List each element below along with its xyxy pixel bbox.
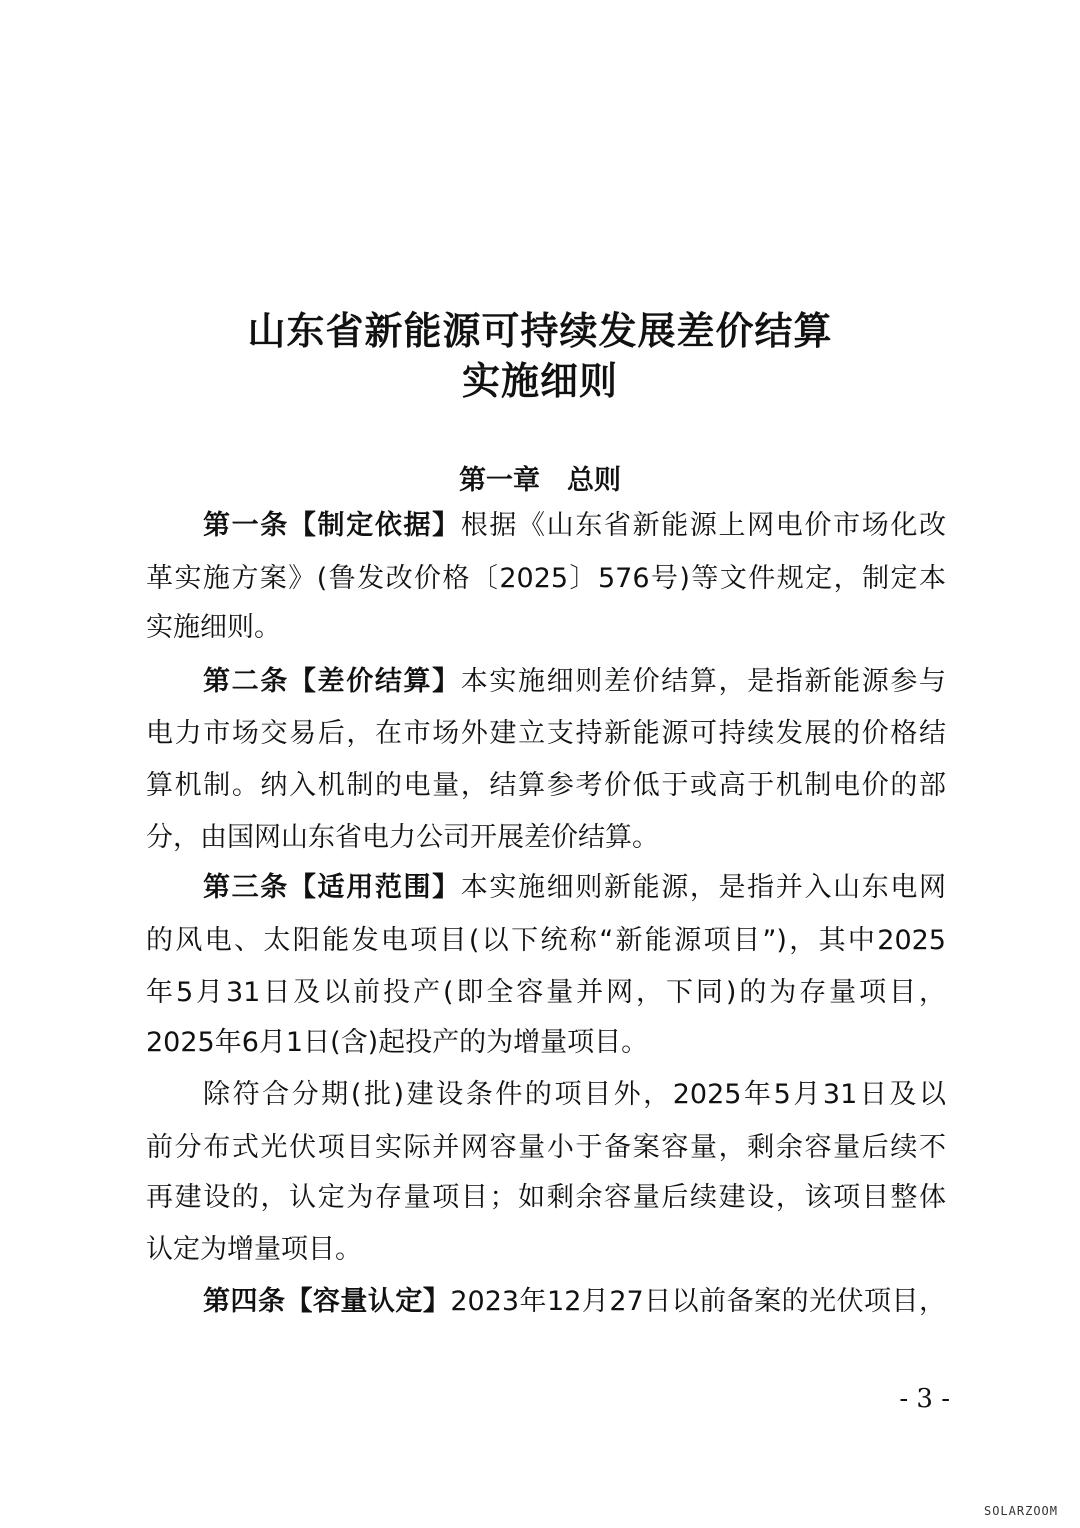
title-line-1: 山东省新能源可持续发展差价结算: [247, 308, 833, 353]
article-heading: 第三条【适用范围】: [203, 872, 461, 903]
article-line: 电力市场交易后，在市场外建立支持新能源可持续发展的价格结: [146, 718, 946, 749]
article-line: 除符合分期(批)建设条件的项目外，2025年5月31日及以: [203, 1079, 946, 1110]
article-line: 第二条【差价结算】本实施细则差价结算，是指新能源参与: [203, 666, 947, 697]
article-line: 算机制。纳入机制的电量，结算参考价低于或高于机制电价的部: [146, 770, 946, 801]
article-line: 认定为增量项目。: [146, 1234, 362, 1265]
article-heading: 第二条【差价结算】: [203, 666, 461, 697]
article-line: 前分布式光伏项目实际并网容量小于备案容量，剩余容量后续不: [146, 1132, 946, 1163]
title-line-2: 实施细则: [461, 358, 618, 403]
article-line: 革实施方案》(鲁发改价格〔2025〕576号)等文件规定，制定本: [146, 563, 946, 594]
article-line: 第四条【容量认定】2023年12月27日以前备案的光伏项目，: [203, 1286, 946, 1317]
article-line: 第一条【制定依据】根据《山东省新能源上网电价市场化改: [203, 510, 947, 541]
chapter-heading: 第一章 总则: [459, 465, 621, 496]
article-line: 再建设的，认定为存量项目；如剩余容量后续建设，该项目整体: [146, 1182, 946, 1213]
article-heading: 第四条【容量认定】: [203, 1286, 451, 1317]
article-heading: 第一条【制定依据】: [203, 510, 461, 541]
watermark: SOLARZOOM: [983, 1504, 1058, 1518]
article-line: 年5月31日及以前投产(即全容量并网，下同)的为存量项目，: [146, 977, 946, 1008]
page-number: - 3 -: [899, 1384, 950, 1414]
article-line: 第三条【适用范围】本实施细则新能源，是指并入山东电网: [203, 872, 947, 903]
article-line: 分，由国网山东省电力公司开展差价结算。: [146, 822, 659, 853]
article-line: 实施细则。: [146, 612, 281, 643]
article-line: 2025年6月1日(含)起投产的为增量项目。: [146, 1027, 649, 1058]
article-line: 的风电、太阳能发电项目(以下统称“新能源项目”)，其中2025: [146, 925, 946, 956]
